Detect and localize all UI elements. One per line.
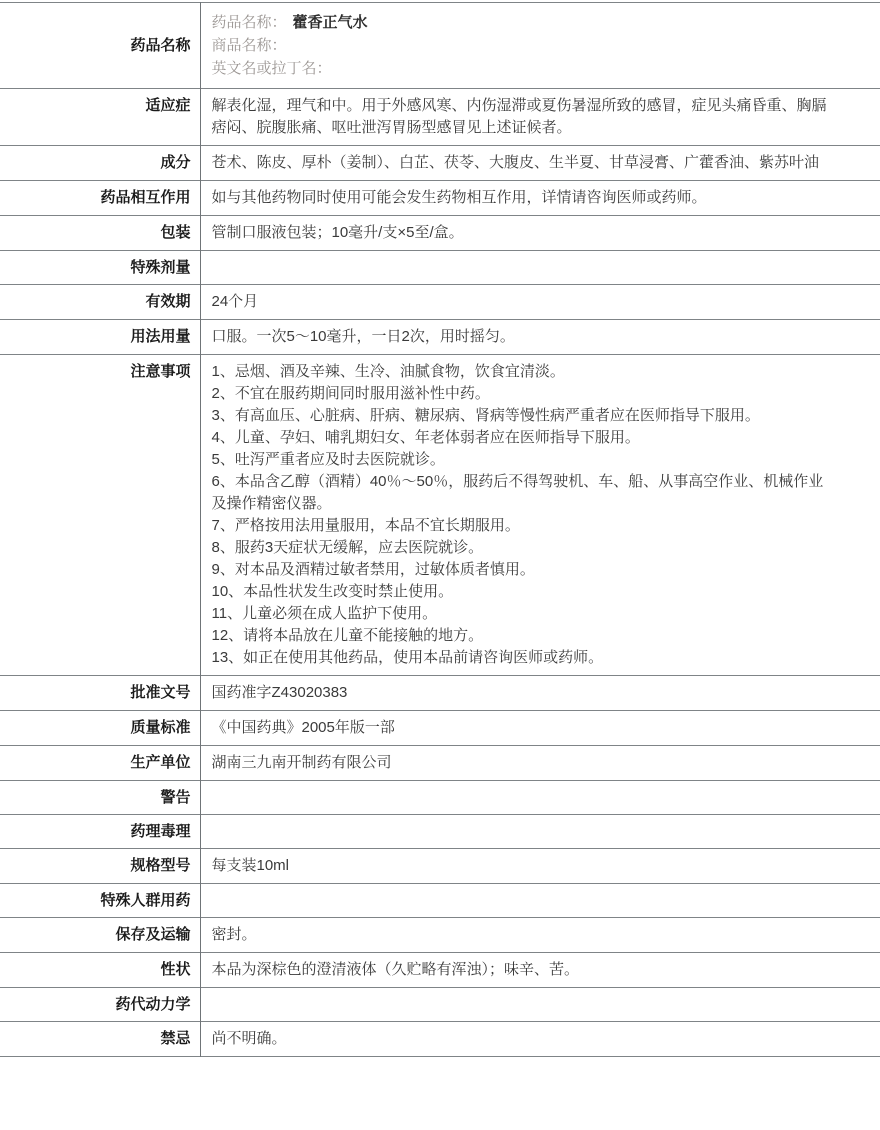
row-value <box>200 320 880 355</box>
table-row <box>0 884 880 918</box>
row-value <box>200 884 880 918</box>
table-row <box>0 849 880 884</box>
row-label: 成分 <box>0 146 200 181</box>
note-item: 4、儿童、孕妇、哺乳期妇女、年老体弱者应在医师指导下服用。 <box>211 429 640 446</box>
table-row <box>0 216 880 251</box>
row-label: 警告 <box>0 781 200 815</box>
value-text: 管制口服液包装；10毫升/支×5至/盒。 <box>211 224 464 241</box>
row-label: 药品相互作用 <box>0 181 200 216</box>
row-value <box>200 285 880 320</box>
row-label: 药品名称 <box>0 3 200 89</box>
field-value: 藿香正气水 <box>292 14 368 31</box>
row-value <box>200 988 880 1022</box>
row-value <box>200 815 880 849</box>
table-row <box>0 3 880 89</box>
value-text: 《中国药典》2005年版一部 <box>211 719 395 736</box>
row-label: 保存及运输 <box>0 918 200 953</box>
row-value <box>200 251 880 285</box>
row-label: 特殊剂量 <box>0 251 200 285</box>
value-text: 苍术、陈皮、厚朴（姜制）、白芷、茯苓、大腹皮、生半夏、甘草浸膏、广藿香油、紫苏叶油 <box>211 154 820 171</box>
table-row <box>0 355 880 676</box>
row-value <box>200 216 880 251</box>
table-row <box>0 1022 880 1057</box>
note-item: 8、服药3天症状无缓解，应去医院就诊。 <box>211 539 484 556</box>
row-value <box>200 1022 880 1057</box>
table-row <box>0 146 880 181</box>
row-label: 适应症 <box>0 89 200 146</box>
row-value <box>200 953 880 988</box>
table-row <box>0 89 880 146</box>
name-field-line <box>212 57 871 80</box>
row-label: 包装 <box>0 216 200 251</box>
row-label: 生产单位 <box>0 746 200 781</box>
row-label: 批准文号 <box>0 676 200 711</box>
table-row <box>0 181 880 216</box>
field-prefix: 药品名称： <box>211 14 287 31</box>
row-value <box>200 849 880 884</box>
row-label: 药代动力学 <box>0 988 200 1022</box>
row-label: 禁忌 <box>0 1022 200 1057</box>
field-prefix: 商品名称： <box>211 37 287 54</box>
note-item: 13、如正在使用其他药品，使用本品前请咨询医师或药师。 <box>211 649 604 666</box>
note-item: 12、请将本品放在儿童不能接触的地方。 <box>211 627 484 644</box>
row-label: 特殊人群用药 <box>0 884 200 918</box>
row-label: 注意事项 <box>0 355 200 676</box>
name-field-line <box>212 34 871 57</box>
field-prefix: 英文名或拉丁名： <box>211 60 332 77</box>
note-item: 5、吐泻严重者应及时去医院就诊。 <box>211 451 445 468</box>
table-row <box>0 918 880 953</box>
table-row <box>0 953 880 988</box>
table-row <box>0 285 880 320</box>
value-text: 湖南三九南开制药有限公司 <box>211 754 392 771</box>
value-text: 如与其他药物同时使用可能会发生药物相互作用，详情请咨询医师或药师。 <box>211 189 707 206</box>
row-label: 规格型号 <box>0 849 200 884</box>
drug-info-table <box>0 2 880 1057</box>
row-value <box>200 918 880 953</box>
value-text: 口服。一次5～10毫升，一日2次，用时摇匀。 <box>211 328 515 345</box>
value-text: 密封。 <box>211 926 257 943</box>
row-label: 性状 <box>0 953 200 988</box>
table-row <box>0 711 880 746</box>
note-item: 7、严格按用法用量服用，本品不宜长期服用。 <box>211 517 520 534</box>
table-row <box>0 746 880 781</box>
note-item: 11、儿童必须在成人监护下使用。 <box>211 605 438 622</box>
note-item: 3、有高血压、心脏病、肝病、糖尿病、肾病等慢性病严重者应在医师指导下服用。 <box>211 407 760 424</box>
row-value <box>200 146 880 181</box>
table-row <box>0 815 880 849</box>
row-label: 用法用量 <box>0 320 200 355</box>
table-row <box>0 676 880 711</box>
note-item: 10、本品性状发生改变时禁止使用。 <box>211 583 454 600</box>
value-text: 解表化湿，理气和中。用于外感风寒、内伤湿滞或夏伤暑湿所致的感冒，症见头痛昏重、胸膈痞闷、脘腹胀痛、呕吐泄泻胃肠型感冒见上述证候者。 <box>211 97 827 136</box>
row-label: 质量标准 <box>0 711 200 746</box>
note-item: 1、忌烟、酒及辛辣、生冷、油腻食物，饮食宜清淡。 <box>211 363 565 380</box>
row-label: 药理毒理 <box>0 815 200 849</box>
row-value <box>200 89 880 146</box>
table-row <box>0 251 880 285</box>
table-row <box>0 781 880 815</box>
row-value <box>200 746 880 781</box>
row-value <box>200 781 880 815</box>
row-label: 有效期 <box>0 285 200 320</box>
row-value <box>200 676 880 711</box>
value-text: 国药准字Z43020383 <box>211 684 348 701</box>
note-item: 2、不宜在服药期间同时服用滋补性中药。 <box>211 385 490 402</box>
name-field-line <box>212 11 871 34</box>
value-text: 每支装10ml <box>211 857 290 874</box>
row-value <box>200 711 880 746</box>
table-row <box>0 320 880 355</box>
table-row <box>0 988 880 1022</box>
row-value <box>200 3 880 89</box>
row-value <box>200 181 880 216</box>
value-text: 尚不明确。 <box>211 1030 287 1047</box>
row-value <box>200 355 880 676</box>
drug-info-table-body <box>0 3 880 1057</box>
value-text: 24个月 <box>211 293 259 310</box>
note-item: 9、对本品及酒精过敏者禁用，过敏体质者慎用。 <box>211 561 535 578</box>
note-item: 6、本品含乙醇（酒精）40％～50％，服药后不得驾驶机、车、船、从事高空作业、机械作业及操作精密仪器。 <box>211 473 824 512</box>
value-text: 本品为深棕色的澄清液体（久贮略有浑浊）；味辛、苦。 <box>211 961 580 978</box>
